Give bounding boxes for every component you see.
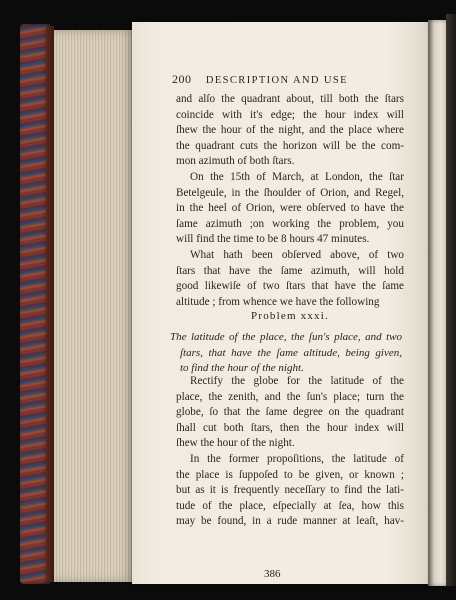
text-line: What hath been obſerved above, of two [190, 248, 404, 261]
text-line: ſhew the hour of the night. [176, 437, 295, 450]
text-line: and alſo the quadrant about, till both the ſtars [176, 93, 404, 105]
body-text-bottom [176, 374, 404, 530]
problem-title [170, 330, 402, 377]
book [20, 14, 456, 586]
text-line: but as it is frequently neceſſary to find the lati- [176, 484, 404, 497]
page-number: 200 [172, 72, 192, 86]
text-line: tude of the place, eſpecially at ſea, how this [176, 499, 404, 512]
text-line: globe, ſo that the ſame degree on the quadrant [176, 406, 404, 419]
running-head [172, 72, 402, 87]
problem-heading: Problem xxxi. [251, 310, 329, 322]
text-line: altitude ; from whence we have the following [176, 295, 380, 308]
text-line: The latitude of the place, the ſun's place, and two [170, 331, 402, 343]
binding-edge [446, 14, 456, 586]
book-page [132, 22, 432, 584]
text-line: good likewiſe of two ſtars that have the ſame [176, 280, 404, 293]
text-line: ſame azimuth ;on working the problem, you [176, 217, 404, 230]
text-line: ſhew the hour of the night, and the place where [176, 124, 404, 137]
text-line: the place is ſuppoſed to be given, or known ; [176, 468, 404, 481]
text-line: On the 15th of March, at London, the ſtar [190, 170, 404, 183]
text-line: to find the hour of the night. [180, 362, 304, 375]
text-line: Rectify the globe for the latitude of the [190, 375, 404, 387]
page-edges [54, 30, 134, 582]
text-line: place, the zenith, and the ſun's place; turn the [176, 390, 404, 403]
text-line: ſtars, that have the ſame altitude, being given, [180, 346, 402, 359]
text-line: In the former propoſitions, the latitude of [190, 452, 404, 465]
text-line: coincide with it's edge; the hour index will [176, 108, 404, 121]
text-line: in the heel of Orion, were obſerved to have the [176, 202, 404, 215]
text-line: Betelgeule, in the ſhoulder of Orion, and Regel, [176, 186, 404, 199]
body-text-top [176, 92, 404, 310]
text-line: may be found, in a rude manner at leaſt, hav- [176, 515, 404, 528]
text-line: ſhall cut both ſtars, then the hour index will [176, 421, 404, 434]
text-line: mon azimuth of both ſtars. [176, 155, 295, 168]
running-title: DESCRIPTION AND USE [205, 75, 348, 86]
signature-mark: 386 [264, 568, 281, 580]
leather-spine [46, 26, 54, 582]
text-line: will find the time to be 8 hours 47 minutes. [176, 233, 370, 246]
text-line: ſtars that have the ſame azimuth, will hold [176, 264, 404, 277]
text-line: the quadrant cuts the horizon will be the com- [176, 139, 404, 152]
